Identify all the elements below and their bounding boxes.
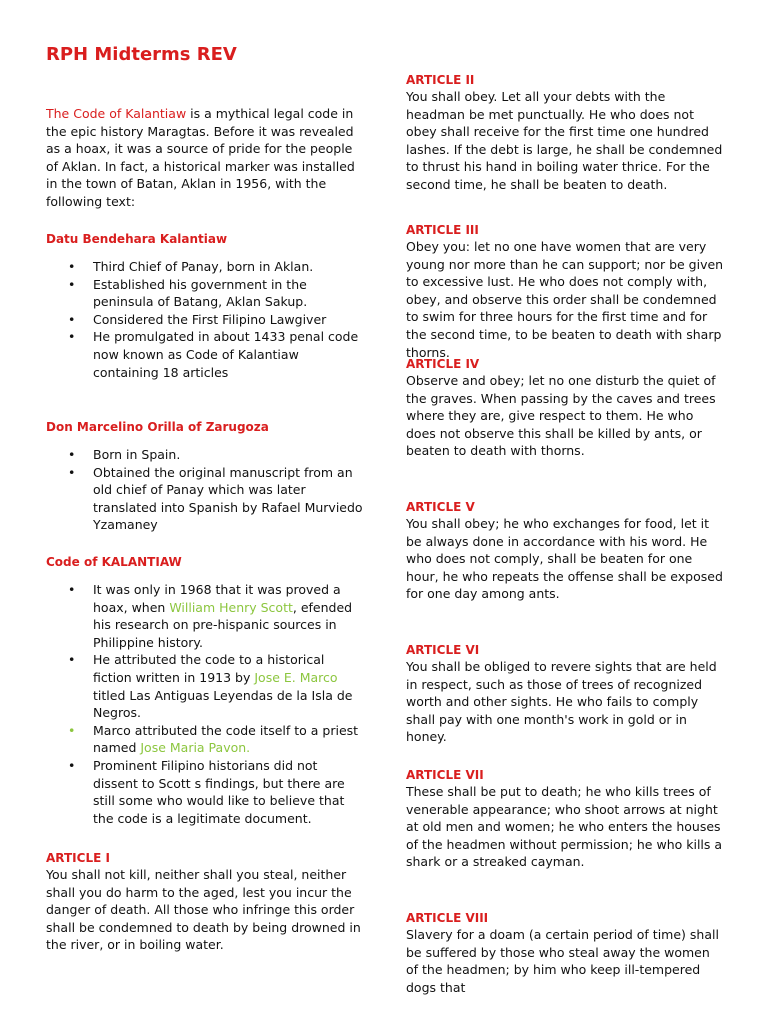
list-item: • It was only in 1968 that it was proved a hoax, when William Henry Scott, efended his research on pre-hispanic sources in Philippine history.	[68, 582, 353, 650]
section-datu	[46, 231, 364, 381]
section-heading: Code of KALANTIAW	[46, 555, 182, 569]
bullet-icon: •	[68, 276, 76, 292]
article-body: Slavery for a doam (a certain period of time) shall be suffered by those who steal away the women of the headmen; by him who keep ill-tempered dogs that	[406, 927, 719, 995]
article-heading: ARTICLE I	[46, 851, 110, 865]
intro-highlight: The Code of Kalantiaw	[46, 106, 187, 121]
list-item: • He attributed the code to a historical fiction written in 1913 by Jose E. Marco titled Las Antiguas Leyendas de la Isla de Negros.	[68, 652, 353, 721]
list-item: • Considered the First Filipino Lawgiver	[68, 311, 327, 327]
article-body: You shall be obliged to revere sights that are held in respect, such as those of trees of recognized worth and other sights. He who fails to comply shall pay with one month's work in gold or in honey.	[406, 659, 717, 745]
list-item: • He promulgated in about 1433 penal code now known as Code of Kalantiaw containing 18 articles	[68, 329, 359, 380]
article-body: Obey you: let no one have women that are very young nor more than he can support; nor be given to excessive lust. He who does not comply with, obey, and observe this order shall be condemned to swim for three hours for the first time and for the second time, to be beaten to death with sharp thorns.	[406, 239, 724, 360]
section-code	[46, 554, 364, 827]
article-heading: ARTICLE VI	[406, 643, 480, 657]
list-item: • Third Chief of Panay, born in Aklan.	[68, 259, 314, 274]
list-item: • Born in Spain.	[68, 447, 181, 462]
bullet-list	[46, 446, 364, 534]
article-heading: ARTICLE V	[406, 500, 475, 514]
article-7	[406, 767, 724, 871]
article-body: You shall not kill, neither shall you steal, neither shall you do harm to the aged, lest you incur the danger of death. All those who infringe this order shall be condemned to death by being drowned in the river, or in boiling water.	[46, 867, 361, 953]
article-1	[46, 850, 364, 954]
article-body: Observe and obey; let no one disturb the quiet of the graves. When passing by the caves and trees where they are, give respect to them. He who does not observe this shall be killed by ants, or beaten to death with thorns.	[406, 373, 716, 459]
list-item: • Established his government in the peninsula of Batang, Aklan Sakup.	[68, 276, 308, 310]
bullet-icon: •	[68, 447, 76, 462]
bullet-icon: •	[68, 329, 76, 345]
section-marcelino	[46, 419, 364, 534]
article-heading: ARTICLE VII	[406, 768, 484, 782]
article-heading: ARTICLE IV	[406, 357, 480, 371]
intro-paragraph	[46, 105, 364, 211]
list-item: • Marco attributed the code itself to a priest named Jose Maria Pavon.	[68, 722, 359, 756]
bullet-icon: •	[68, 652, 76, 668]
article-body: You shall obey; he who exchanges for food, let it be always done in accordance with his word. He who does not comply, shall be beaten for one hour, he who repeats the offense shall be exposed for one day among ants.	[406, 516, 723, 602]
bullet-list	[46, 258, 364, 381]
bullet-icon: •	[68, 582, 76, 597]
section-heading: Datu Bendehara Kalantiaw	[46, 232, 228, 246]
article-heading: ARTICLE II	[406, 73, 475, 87]
bullet-icon: •	[68, 311, 76, 327]
list-item: • Obtained the original manuscript from an old chief of Panay which was later translated into Spanish by Rafael Murviedo Yzamaney	[68, 464, 363, 533]
person-name: Jose E. Marco	[254, 669, 338, 685]
bullet-list	[46, 581, 364, 827]
section-heading: Don Marcelino Orilla of Zarugoza	[46, 420, 269, 434]
bullet-icon: •	[68, 757, 76, 773]
bullet-icon: •	[68, 259, 76, 274]
article-heading: ARTICLE III	[406, 223, 479, 237]
article-heading: ARTICLE VIII	[406, 911, 489, 925]
article-6	[406, 642, 724, 746]
list-item: • Prominent Filipino historians did not dissent to Scott s findings, but there are still some who would like to believe that the code is a legitimate document.	[68, 757, 345, 826]
article-5	[406, 499, 724, 603]
article-4	[406, 356, 724, 460]
article-2	[406, 72, 724, 194]
bullet-icon: •	[68, 464, 76, 480]
person-name: Jose Maria Pavon.	[140, 740, 251, 756]
intro-text: is a mythical legal code in the epic history Maragtas. Before it was revealed as a hoax, it was a source of pride for the people of Aklan. In fact, a historical marker was installed in the town of Batan, Aklan in 1956, with the following text:	[46, 106, 355, 209]
article-3	[406, 222, 724, 361]
person-name: William Henry Scott	[169, 599, 293, 615]
bullet-icon: •	[68, 722, 76, 738]
article-8	[406, 910, 724, 996]
article-body: These shall be put to death; he who kills trees of venerable appearance; who shoot arrows at night at old men and women; he who enters the houses of the headmen without permission; he who kills a shark or a streaked cayman.	[406, 784, 723, 870]
page-title: RPH Midterms REV	[46, 44, 237, 65]
article-body: You shall obey. Let all your debts with the headman be met punctually. He who does not obey shall receive for the first time one hundred lashes. If the debt is large, he shall be condemned to thrust his hand in boiling water thrice. For the second time, he shall be beaten to death.	[406, 89, 723, 192]
